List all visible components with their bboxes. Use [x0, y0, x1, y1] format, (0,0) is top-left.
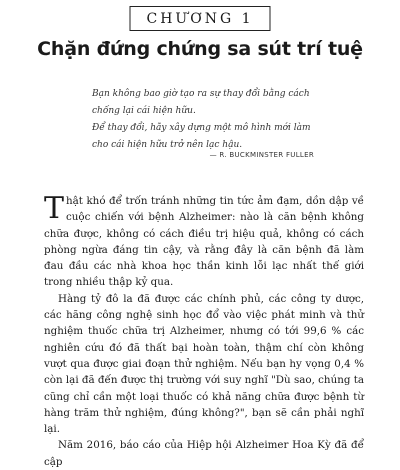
- body-paragraph: [44, 193, 364, 291]
- chapter-title: Chặn đứng chứng sa sút trí tuệ: [37, 38, 363, 60]
- epigraph-quote: [92, 86, 314, 154]
- paragraph-text: hật khó để trốn tránh những tin tức ảm đạm, dồn dập về cuộc chiến với bệnh Alzheimer: nào là căn bệnh không chữa được, không có cách điều trị hiệu quả, không có cách phòng ngừa đáng tin cậy, và rằng đây là căn bệnh đã làm đau đầu các nhà khoa học thần kinh lỗi lạc nhất thế giới trong nhiều thập kỷ qua.: [44, 195, 364, 289]
- body-text: [44, 193, 364, 470]
- body-paragraph: Hàng tỷ đô la đã được các chính phủ, các công ty dược, các hãng công nghệ sinh học đổ vào việc phát minh và thử nghiệm thuốc chữa trị Alzheimer, nhưng có tới 99,6 % các nghiên cứu đó đã thất bại hoàn toàn, thậm chí còn không vượt qua được giai đoạn thử nghiệm. Nếu bạn hy vọng 0,4 % còn lại đã đến được thị trường với suy nghĩ "Dù sao, chúng ta cũng chỉ cần một loại thuốc có khả năng chữa được bệnh từ hàng trăm thử nghiệm, đúng không?", bạn sẽ cần phải nghĩ lại.: [44, 292, 364, 436]
- body-paragraph: Năm 2016, báo cáo của Hiệp hội Alzheimer Hoa Kỳ đã để cập: [44, 439, 364, 468]
- drop-cap: T: [44, 191, 65, 226]
- chapter-label: CHƯƠNG 1: [130, 6, 271, 31]
- epigraph-line: Bạn không bao giờ tạo ra sự thay đổi bằng cách chống lại cái hiện hữu.: [92, 89, 310, 116]
- epigraph-attribution: — R. BUCKMINSTER FULLER: [209, 151, 314, 159]
- epigraph-line: Để thay đổi, hãy xây dựng một mô hình mới làm cho cái hiện hữu trở nên lạc hậu.: [92, 123, 311, 150]
